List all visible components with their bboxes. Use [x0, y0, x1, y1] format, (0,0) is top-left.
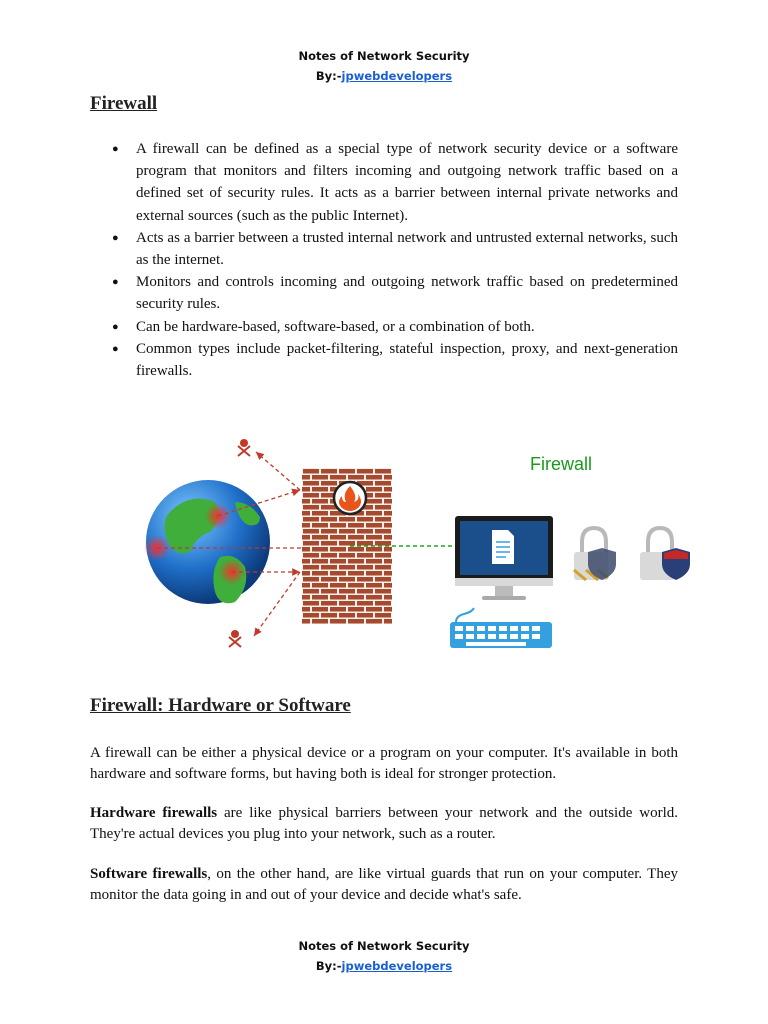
document-icon — [492, 530, 514, 564]
monitor-icon — [455, 516, 553, 600]
header-byline — [0, 66, 768, 86]
page-header — [0, 46, 768, 86]
globe-icon — [144, 480, 270, 604]
section-heading-hardware-software: Firewall: Hardware or Software — [90, 695, 351, 716]
list-item: ● A firewall can be defined as a special type of network security device or a software program that monitors and filters incoming and outgoing network traffic based on a defined set of security rules. It acts as a barrier between internal private networks and external sources (such as the public Internet). — [112, 138, 678, 227]
fire-icon — [334, 482, 366, 514]
header-author-link[interactable]: jpwebdevelopers — [341, 69, 453, 83]
page-footer — [0, 936, 768, 976]
footer-byline — [0, 956, 768, 976]
list-item: ● Acts as a barrier between a trusted internal network and untrusted external networks, such as the internet. — [112, 227, 678, 271]
keyboard-icon — [450, 608, 552, 648]
firewall-diagram — [140, 432, 700, 652]
software-paragraph — [90, 864, 678, 906]
shield-icon — [640, 528, 690, 580]
header-by-prefix: By:- — [315, 69, 342, 83]
software-text: , on the other hand, are like virtual guards that run on your computer. They monitor the data going in and out of your device and decide what's safe. — [90, 866, 679, 903]
hardware-text: are like physical barriers between your network and the outside world. They're actual devices you plug into your network, such as a router. — [90, 805, 678, 842]
footer-title: Notes of Network Security — [298, 939, 470, 953]
list-item: ● Monitors and controls incoming and outgoing network traffic based on predetermined security rules. — [112, 271, 678, 315]
section-heading-firewall: Firewall — [90, 93, 158, 114]
header-title: Notes of Network Security — [298, 49, 470, 63]
diagram-label: Firewall — [530, 454, 593, 474]
footer-by-prefix: By:- — [315, 959, 342, 973]
intro-paragraph: A firewall can be either a physical device or a program on your computer. It's available in both hardware and software forms, but having both is ideal for stronger protection. — [90, 745, 678, 782]
padlock-icon — [574, 528, 616, 580]
hardware-term: Hardware firewalls — [90, 805, 218, 821]
list-item: ● Common types include packet-filtering, stateful inspection, proxy, and next-generation firewalls. — [112, 338, 678, 382]
list-item: ● Can be hardware-based, software-based, or a combination of both. — [112, 316, 678, 338]
footer-author-link[interactable]: jpwebdevelopers — [341, 959, 453, 973]
hardware-paragraph — [90, 803, 678, 845]
software-term: Software firewalls — [90, 866, 208, 882]
firewall-bullet-list — [112, 138, 678, 382]
